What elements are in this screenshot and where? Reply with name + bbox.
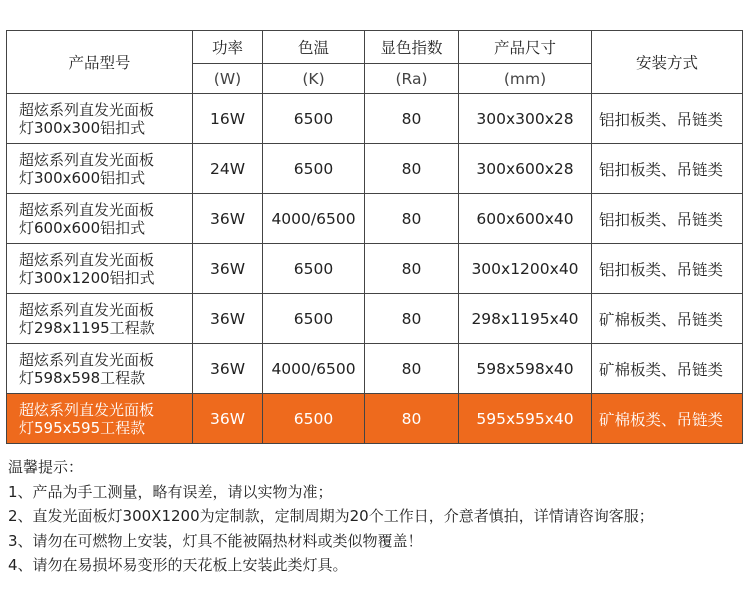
header-power: 功率 bbox=[193, 31, 263, 64]
model-cell bbox=[7, 244, 193, 294]
cri-cell: 80 bbox=[365, 94, 459, 144]
power-cell: 36W bbox=[193, 344, 263, 394]
size-cell: 598x598x40 bbox=[459, 344, 592, 394]
model-cell bbox=[7, 294, 193, 344]
cri-cell: 80 bbox=[365, 244, 459, 294]
model-cell bbox=[7, 394, 193, 444]
model-cell bbox=[7, 144, 193, 194]
table-row bbox=[7, 294, 743, 344]
cri-cell: 80 bbox=[365, 344, 459, 394]
model-line2: 灯300x1200铝扣式 bbox=[19, 268, 155, 287]
model-line2: 灯300x300铝扣式 bbox=[19, 118, 146, 137]
model-line2: 灯300x600铝扣式 bbox=[19, 168, 146, 187]
table-row bbox=[7, 94, 743, 144]
install-cell: 铝扣板类、吊链类 bbox=[592, 144, 743, 194]
header-power-unit: (W) bbox=[193, 64, 263, 94]
cct-cell: 4000/6500 bbox=[263, 194, 365, 244]
size-cell: 600x600x40 bbox=[459, 194, 592, 244]
size-cell: 300x1200x40 bbox=[459, 244, 592, 294]
table-row-highlighted bbox=[7, 394, 743, 444]
model-line2: 灯298x1195工程款 bbox=[19, 318, 155, 337]
header-size: 产品尺寸 bbox=[459, 31, 592, 64]
table-row bbox=[7, 194, 743, 244]
table-row bbox=[7, 144, 743, 194]
size-cell: 595x595x40 bbox=[459, 394, 592, 444]
header-row bbox=[7, 31, 743, 64]
model-cell bbox=[7, 194, 193, 244]
header-cri-unit: (Ra) bbox=[365, 64, 459, 94]
power-cell: 36W bbox=[193, 244, 263, 294]
size-cell: 300x600x28 bbox=[459, 144, 592, 194]
install-cell: 铝扣板类、吊链类 bbox=[592, 194, 743, 244]
model-line1: 超炫系列直发光面板 bbox=[19, 200, 155, 219]
model-line1: 超炫系列直发光面板 bbox=[19, 350, 155, 369]
power-cell: 16W bbox=[193, 94, 263, 144]
model-line2: 灯598x598工程款 bbox=[19, 368, 146, 387]
size-cell: 300x300x28 bbox=[459, 94, 592, 144]
tip-item: 3、请勿在可燃物上安装，灯具不能被隔热材料或类似物覆盖！ bbox=[8, 531, 423, 550]
model-cell bbox=[7, 344, 193, 394]
install-cell: 矿棉板类、吊链类 bbox=[592, 294, 743, 344]
table-row bbox=[7, 344, 743, 394]
header-cct-unit: (K) bbox=[263, 64, 365, 94]
model-line1: 超炫系列直发光面板 bbox=[19, 400, 155, 419]
size-cell: 298x1195x40 bbox=[459, 294, 592, 344]
install-cell: 矿棉板类、吊链类 bbox=[592, 344, 743, 394]
cri-cell: 80 bbox=[365, 144, 459, 194]
header-cct: 色温 bbox=[263, 31, 365, 64]
power-cell: 36W bbox=[193, 294, 263, 344]
header-install: 安装方式 bbox=[592, 31, 743, 94]
warm-tips bbox=[8, 455, 748, 578]
model-line1: 超炫系列直发光面板 bbox=[19, 100, 155, 119]
cct-cell: 6500 bbox=[263, 294, 365, 344]
cct-cell: 6500 bbox=[263, 244, 365, 294]
cct-cell: 6500 bbox=[263, 394, 365, 444]
spec-table bbox=[6, 30, 743, 444]
cct-cell: 6500 bbox=[263, 94, 365, 144]
install-cell: 铝扣板类、吊链类 bbox=[592, 244, 743, 294]
header-cri: 显色指数 bbox=[365, 31, 459, 64]
model-line1: 超炫系列直发光面板 bbox=[19, 300, 155, 319]
cri-cell: 80 bbox=[365, 194, 459, 244]
power-cell: 24W bbox=[193, 144, 263, 194]
power-cell: 36W bbox=[193, 194, 263, 244]
model-cell bbox=[7, 94, 193, 144]
tip-item: 2、直发光面板灯300X1200为定制款，定制周期为20个工作日，介意者慎拍，详情请咨询客服； bbox=[8, 507, 654, 526]
install-cell: 矿棉板类、吊链类 bbox=[592, 394, 743, 444]
model-line1: 超炫系列直发光面板 bbox=[19, 150, 155, 169]
header-size-unit: (mm) bbox=[459, 64, 592, 94]
install-cell: 铝扣板类、吊链类 bbox=[592, 94, 743, 144]
model-line2: 灯600x600铝扣式 bbox=[19, 218, 146, 237]
tip-item: 1、产品为手工测量，略有误差，请以实物为准； bbox=[8, 482, 333, 501]
cri-cell: 80 bbox=[365, 294, 459, 344]
power-cell: 36W bbox=[193, 394, 263, 444]
tip-item: 4、请勿在易损坏易变形的天花板上安装此类灯具。 bbox=[8, 556, 348, 575]
model-line1: 超炫系列直发光面板 bbox=[19, 250, 155, 269]
table-row bbox=[7, 244, 743, 294]
header-model: 产品型号 bbox=[7, 31, 193, 94]
cct-cell: 4000/6500 bbox=[263, 344, 365, 394]
model-line2: 灯595x595工程款 bbox=[19, 418, 146, 437]
cct-cell: 6500 bbox=[263, 144, 365, 194]
tips-title: 温馨提示： bbox=[8, 458, 84, 476]
cri-cell: 80 bbox=[365, 394, 459, 444]
